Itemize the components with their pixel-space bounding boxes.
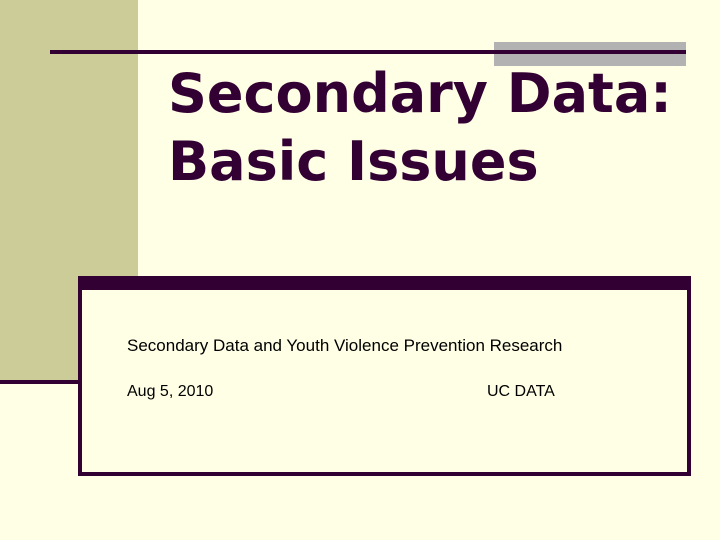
title-line-1: Secondary Data: bbox=[168, 62, 672, 125]
title-rule-overlay bbox=[494, 50, 686, 54]
slide-title bbox=[168, 60, 672, 196]
left-rule bbox=[0, 380, 82, 384]
title-line-2: Basic Issues bbox=[168, 130, 539, 193]
presentation-date: Aug 5, 2010 bbox=[127, 383, 214, 400]
subtitle-box bbox=[78, 276, 691, 476]
organization-name: UC DATA bbox=[487, 383, 555, 400]
subtitle-text: Secondary Data and Youth Violence Prevention Research bbox=[127, 336, 563, 355]
